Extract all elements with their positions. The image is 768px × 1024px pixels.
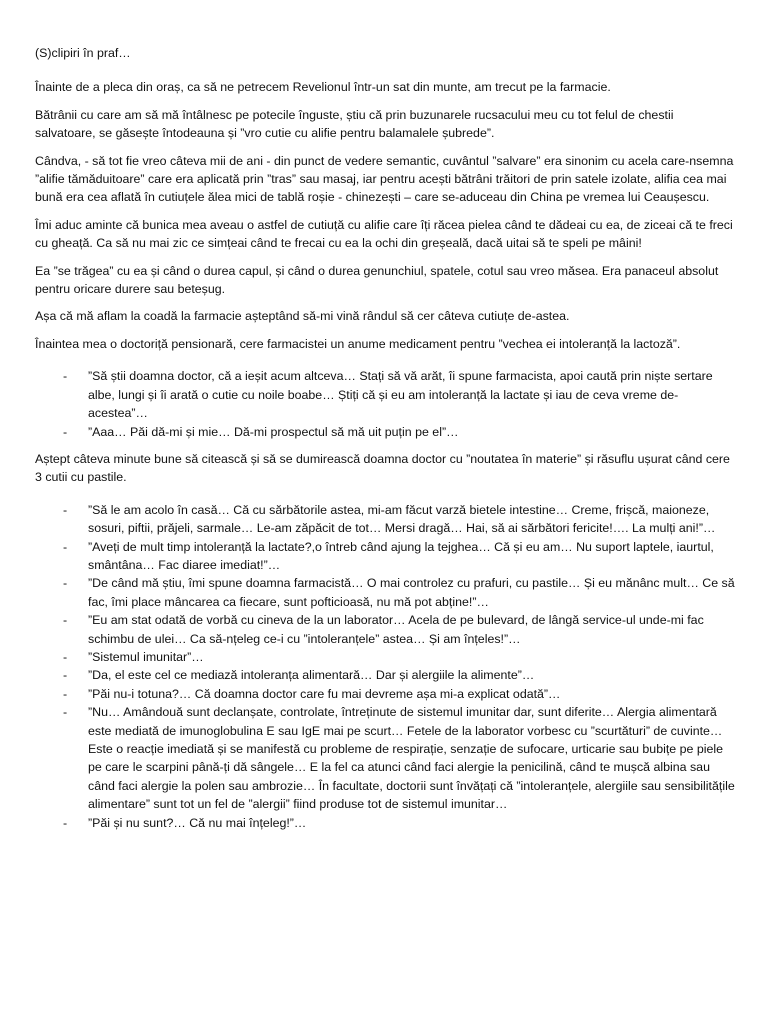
dialogue-text: ”Da, el este cel ce mediază intoleranța alimentară… Dar și alergiile la alimente”… xyxy=(88,668,535,683)
list-dash: - xyxy=(63,686,68,701)
dialogue-text: ”Să le am acolo în casă… Că cu sărbătorile astea, mi-am făcut varză bietele intestine… Creme, frișcă, maioneze, sosuri, piftii, prăjeli, sarmale… Le-am zăpăcit de tot… Mersi dragă… Hai, să ai sărbători fericite!…. La mulți ani!”… xyxy=(88,502,716,536)
list-dash: - xyxy=(63,369,68,384)
list-dash: - xyxy=(63,502,68,517)
paragraph: Aștept câteva minute bune să citească și să se dumirească doamna doctor cu ”noutatea în materie” și răsuflu ușurat când cere 3 cutii cu pastile. xyxy=(35,451,730,485)
dialogue-line xyxy=(35,574,735,611)
dialogue-text: ”Aaa… Păi dă-mi și mie… Dă-mi prospectul să mă uit puțin pe el”… xyxy=(88,424,459,439)
dialogue-text: ”Să știi doamna doctor, că a ieșit acum altceva… Stați să vă arăt, îi spune farmacista, apoi caută prin niște sertare albe, lungi și îi arată o cutie cu noile boabe… Știți că și eu am intoleranță la lactate și iau de ceva vreme de-acestea”… xyxy=(88,369,713,421)
list-dash: - xyxy=(63,705,68,720)
list-dash: - xyxy=(63,576,68,591)
paragraph: Înainte de a pleca din oraș, ca să ne petrecem Revelionul într-un sat din munte, am trecut pe la farmacie. xyxy=(35,80,611,95)
document-page xyxy=(35,44,735,841)
paragraph: Bătrânii cu care am să mă întâlnesc pe potecile înguste, știu că prin buzunarele rucsacului meu cu tot felul de chestii salvatoare, se găsește întodeauna și ”vro cutie cu alifie pentru balamalele șubrede”. xyxy=(35,107,674,141)
paragraph: Așa că mă aflam la coadă la farmacie așteptând să-mi vină rândul să cer câteva cutiuțe de-astea. xyxy=(35,309,570,324)
dialogue-list-1 xyxy=(35,367,735,441)
dialogue-line xyxy=(35,501,735,538)
dialogue-line xyxy=(35,538,735,575)
dialogue-list-2 xyxy=(35,501,735,832)
list-dash: - xyxy=(63,424,68,439)
list-dash: - xyxy=(63,668,68,683)
dialogue-text: ”Sistemul imunitar”… xyxy=(88,649,204,664)
dialogue-line xyxy=(35,814,735,832)
dialogue-text: ”Aveți de mult timp intoleranță la lactate?,o întreb când ajung la tejghea… Că și eu am… Nu suport laptele, iaurtul, smântâna… Fac diaree imediat!”… xyxy=(88,539,714,572)
paragraph: Înaintea mea o doctoriță pensionară, cere farmacistei un anume medicament pentru ”vechea ei intoleranță la lactoză”. xyxy=(35,336,681,351)
dialogue-text: ”Eu am stat odată de vorbă cu cineva de la un laborator… Acela de pe bulevard, de lângă service-ul unde-mi fac schimbu de ulei… Ca să-nțeleg ce-i cu ”intoleranțele” astea… Și am înțeles!”… xyxy=(88,613,704,646)
dialogue-text: ”Păi și nu sunt?… Că nu mai înțeleg!”… xyxy=(88,815,307,830)
dialogue-line xyxy=(35,685,735,703)
dialogue-line xyxy=(35,423,735,441)
dialogue-line xyxy=(35,367,735,422)
paragraph: Cândva, - să tot fie vreo câteva mii de ani - din punct de vedere semantic, cuvântul ”salvare” era sinonim cu acela care-nsemna ”alifie tămăduitoare” care era aplicată prin ”tras” sau masaj, iar pentru acești bătrâni trăitori de prin satele izolate, alifia cea mai bună era cea aflată în cutiuțele ălea mici de tablă roșie - chinezești – care se-aduceau din China pe vremea lui Ceaușescu. xyxy=(35,153,734,205)
paragraph: Îmi aduc aminte că bunica mea aveau o astfel de cutiuță cu alifie care îți răcea pielea când te dădeai cu ea, de ziceai că te freci cu gheață. Ca să nu mai zic ce simțeai când te frecai cu ea la ochi din greșeală, dacă uitai să te speli pe mâini! xyxy=(35,217,733,251)
list-dash: - xyxy=(63,649,68,664)
dialogue-text: ”Nu… Amândouă sunt declanșate, controlate, întreținute de sistemul imunitar dar, sunt diferite… Alergia alimentară este mediată de imunoglobulina E sau IgE mai pe scurt… Fetele de la laborator vorbesc cu ”scurtături” de cuvinte… Este o reacție imediată și se manifestă cu probleme de respirație, senzație de sufocare, urticarie sau bubițe pe piele pe care le scarpini până-ți dă sângele… E la fel ca atunci când faci alergie la penicilină, când te mușcă albina sau când faci alergie la polen sau ambrozie… În facultate, doctorii sunt învățați că ”intoleranțele, alergiile sau sensibilitățile alimentare” sunt tot un fel de ”alergii” fiind produse tot de sistemul imunitar… xyxy=(88,705,735,812)
dialogue-text: ”Păi nu-i totuna?… Că doamna doctor care fu mai devreme așa mi-a explicat odată”… xyxy=(88,686,561,701)
dialogue-line xyxy=(35,648,735,666)
list-dash: - xyxy=(63,613,68,628)
list-dash: - xyxy=(63,815,68,830)
paragraph: Ea ”se trăgea” cu ea și când o durea capul, și când o durea genunchiul, spatele, cotul sau vreo măsea. Era panaceul absolut pentru oricare durere sau beteșug. xyxy=(35,263,719,297)
dialogue-text: ”De când mă știu, îmi spune doamna farmacistă… O mai controlez cu prafuri, cu pastile… Și eu mănânc mult… Ce să fac, îmi place mâncarea ca fiecare, sunt pofticioasă, nu mă pot abține!”… xyxy=(88,576,735,609)
dialogue-line xyxy=(35,666,735,684)
list-dash: - xyxy=(63,539,68,554)
dialogue-line xyxy=(35,703,735,813)
document-title: (S)clipiri în praf… xyxy=(35,46,131,60)
dialogue-line xyxy=(35,611,735,648)
